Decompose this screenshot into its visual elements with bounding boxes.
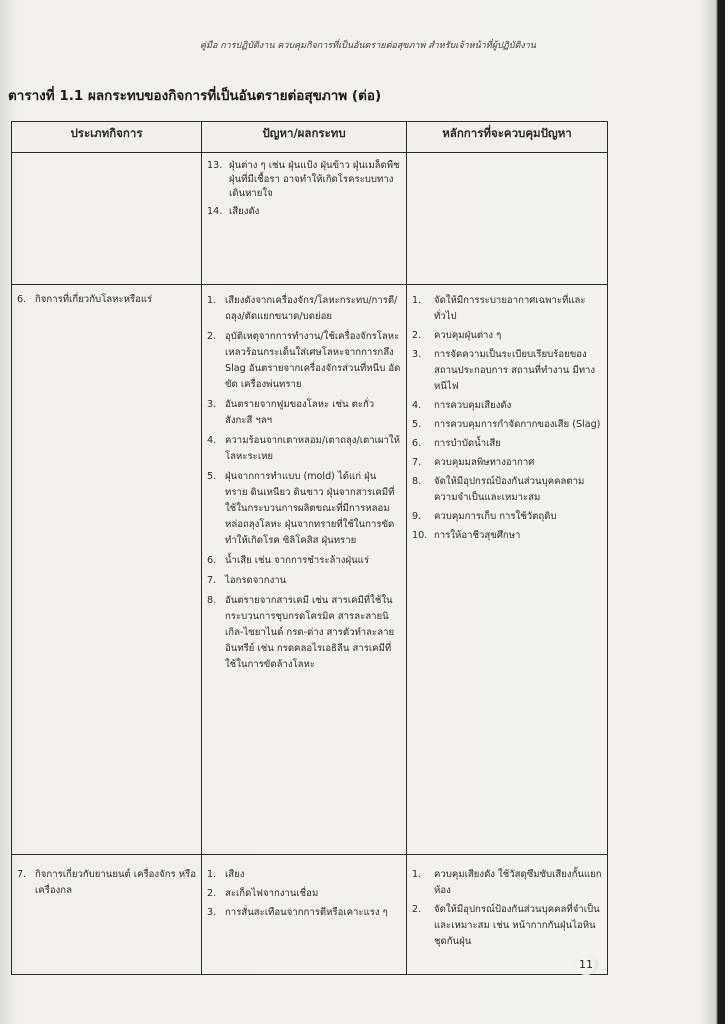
- list-item: [207, 573, 401, 589]
- list-item: [207, 593, 401, 673]
- table-header-row: [12, 122, 607, 152]
- list-item: [412, 417, 602, 433]
- item-text: ความร้อนจากเตาหลอม/เตาถลุง/เตาเผาให้โลหะระเหย: [225, 435, 400, 462]
- item-number: 7.: [412, 457, 422, 468]
- column-header-problems: ปัญหา/ผลกระทบ: [202, 122, 407, 152]
- item-text: จัดให้มีอุปกรณ์ป้องกันส่วนบุคคลที่จำเป็นและเหมาะสม เช่น หน้ากากกันฝุ่นไอหิน ชุดกันฝุ่น: [434, 904, 600, 947]
- item-text: การบำบัดน้ำเสีย: [434, 438, 501, 449]
- category-number: 6.: [17, 294, 27, 305]
- list-item: [207, 469, 401, 549]
- item-number: 6.: [412, 438, 422, 449]
- table-title: ตารางที่ 1.1 ผลกระทบของกิจการที่เป็นอันตรายต่อสุขภาพ (ต่อ): [8, 88, 382, 104]
- item-number: 10.: [412, 530, 428, 541]
- item-text: ควบคุมการเก็บ การใช้วัตถุดิบ: [434, 511, 557, 522]
- item-number: 1.: [412, 295, 422, 306]
- item-text: สะเก็ดไฟจากงานเชื่อม: [225, 888, 319, 899]
- item-number: 4.: [207, 435, 217, 446]
- problems-cell: [202, 153, 407, 284]
- problems-cell: [202, 285, 407, 854]
- item-text: ควบคุมเสียงดัง ใช้วัสดุซึมซับเสียงกั้นแยกห้อง: [434, 869, 602, 896]
- item-text: น้ำเสีย เช่น จากการชำระล้างฝุ่นแร่: [225, 555, 369, 566]
- item-number: 1.: [207, 869, 217, 880]
- item-number: 3.: [412, 349, 422, 360]
- category-text: กิจการที่เกี่ยวกับโลหะหรือแร่: [35, 294, 153, 305]
- table-row: [12, 854, 607, 974]
- category-text: กิจการเกี่ยวกับยานยนต์ เครื่องจักร หรือเครื่องกล: [35, 869, 196, 896]
- item-number: 3.: [207, 907, 217, 918]
- item-number: 5.: [207, 471, 217, 482]
- item-text: อันตรายจากฟูมของโลหะ เช่น ตะกั่ว สังกะสี ฯลฯ: [225, 399, 375, 426]
- item-number: 2.: [207, 331, 217, 342]
- list-item: [207, 397, 401, 429]
- item-text: อันตรายจากสารเคมี เช่น สารเคมีที่ใช้ในกระบวนการชุบกรดโครมิค สารละลายนิเกิล-ไซยาไนด์ กรด-ด่าง สารตัวทำละลายอินทรีย์ เช่น กรดคลอไรเอธิลีน สารเคมีที่ใช้ในการขัดล้างโลหะ: [225, 595, 395, 670]
- item-text: จัดให้มีการระบายอากาศเฉพาะที่และทั่วไป: [434, 295, 586, 322]
- item-text: การสั่นสะเทือนจากการตีหรือเคาะแรง ๆ: [225, 907, 388, 918]
- item-number: 13.: [207, 160, 223, 171]
- item-text: จัดให้มีอุปกรณ์ป้องกันส่วนบุคคลตามความจำเป็นและเหมาะสม: [434, 476, 585, 503]
- item-number: 4.: [412, 400, 422, 411]
- item-text: ควบคุมฝุ่นต่าง ๆ: [434, 330, 502, 341]
- list-item: [207, 886, 401, 902]
- list-item: [412, 455, 602, 471]
- list-item: [207, 867, 401, 883]
- item-number: 9.: [412, 511, 422, 522]
- list-item: [412, 509, 602, 525]
- list-item: [412, 474, 602, 506]
- item-number: 1.: [207, 295, 217, 306]
- list-item: [207, 433, 401, 465]
- item-text: เสียงดังจากเครื่องจักร/โลหะกระทบ/การตี/ถลุง/ตัดแยกขนาด/บดย่อย: [225, 295, 398, 322]
- item-text: ฝุ่นจากการทำแบบ (mold) ได้แก่ ฝุ่น ทราย ดินเหนียว ดินขาว ฝุ่นจากสารเคมีที่ใช้ในกระบวนการผลิตขณะที่มีการหลอม หล่อถลุงโลหะ ฝุ่นจากทรายที่ใช้ในการขัด ทำให้เกิดโรค ซิลิโคสิส ฝุ่นทราย: [225, 471, 395, 546]
- list-item: [412, 436, 602, 452]
- list-item: [412, 347, 602, 395]
- item-text: การให้อาชีวสุขศึกษา: [434, 530, 521, 541]
- item-number: 1.: [412, 869, 422, 880]
- item-text: เสียงดัง: [229, 206, 260, 217]
- item-number: 8.: [412, 476, 422, 487]
- list-item: [412, 328, 602, 344]
- list-item: [412, 528, 602, 544]
- list-item: [207, 159, 401, 201]
- item-number: 14.: [207, 206, 223, 217]
- category-cell: [12, 285, 202, 854]
- item-number: 2.: [412, 904, 422, 915]
- column-header-business-type: ประเภทกิจการ: [12, 122, 202, 152]
- list-item: [207, 329, 401, 393]
- controls-cell: [407, 855, 607, 974]
- column-header-controls: หลักการที่จะควบคุมปัญหา: [407, 122, 607, 152]
- list-item: [412, 293, 602, 325]
- item-text: ควบคุมมลพิษทางอากาศ: [434, 457, 535, 468]
- item-text: การจัดความเป็นระเบียบเรียบร้อยของสถานประกอบการ สถานที่ทำงาน มีทางหนีไฟ: [434, 349, 596, 392]
- item-number: 2.: [412, 330, 422, 341]
- list-item: [412, 902, 602, 950]
- table-row: [12, 152, 607, 284]
- controls-cell: [407, 153, 607, 284]
- item-text: เสียง: [225, 869, 245, 880]
- category-cell: [12, 855, 202, 974]
- item-number: 7.: [207, 575, 217, 586]
- table-row: [12, 284, 607, 854]
- list-item: [207, 553, 401, 569]
- item-text: การควบคุมเสียงดัง: [434, 400, 512, 411]
- list-item: [207, 293, 401, 325]
- item-text: ไอกรดจากงาน: [225, 575, 287, 586]
- page-number: 11: [574, 955, 598, 975]
- item-text: ฝุ่นต่าง ๆ เช่น ฝุ่นแป้ง ฝุ่นข้าว ฝุ่นเมล็ดพืช ฝุ่นที่มีเชื้อรา อาจทำให้เกิดโรคระบบทางเดินหายใจ: [229, 160, 400, 199]
- item-text: การควบคุมการกำจัดกากของเสีย (Slag): [434, 419, 601, 430]
- problems-cell: [202, 855, 407, 974]
- item-number: 8.: [207, 595, 217, 606]
- list-item: [207, 905, 401, 921]
- item-number: 2.: [207, 888, 217, 899]
- list-item: [412, 398, 602, 414]
- item-number: 3.: [207, 399, 217, 410]
- controls-cell: [407, 285, 607, 854]
- impact-table: [11, 121, 608, 975]
- item-text: อุบัติเหตุจากการทำงาน/ใช้เครื่องจักรโลหะเหลวร้อนกระเด็นใส่เศษโลหะจากการกลึง Slag อันตรายจากเครื่องจักรส่วนที่หนีบ อัด ขัด เครื่องพ่นทราย: [225, 331, 401, 390]
- list-item: [412, 867, 602, 899]
- category-cell: [12, 153, 202, 284]
- list-item: [207, 205, 401, 219]
- item-number: 6.: [207, 555, 217, 566]
- category-number: 7.: [17, 869, 27, 880]
- item-number: 5.: [412, 419, 422, 430]
- running-header: คู่มือ การปฏิบัติงาน ควบคุมกิจการที่เป็นอันตรายต่อสุขภาพ สำหรับเจ้าหน้าที่ผู้ปฏิบัติงาน: [200, 41, 536, 51]
